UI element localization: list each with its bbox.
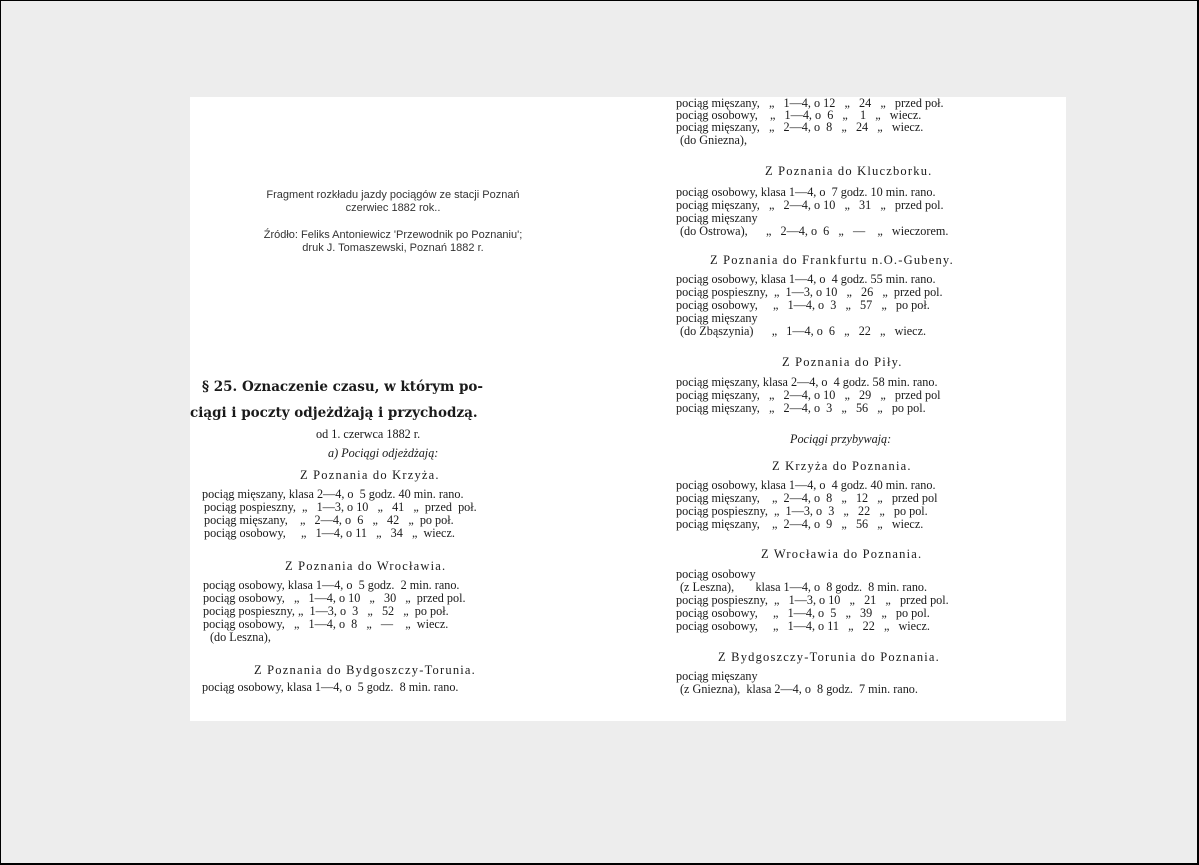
timetable-row: pociąg osobowy, klasa 1—4, o 7 godz. 10 min. rano. <box>676 185 936 199</box>
timetable-row: pociąg osobowy, „ 1—4, o 11 „ 34 „ wiecz. <box>204 526 455 540</box>
timetable-row: pociąg mięszany, „ 1—4, o 12 „ 24 „ przed poł. <box>676 96 944 110</box>
timetable-row: pociąg pospieszny, „ 1—3, o 3 „ 52 „ po poł. <box>203 604 449 618</box>
date-line: od 1. czerwca 1882 r. <box>316 427 421 441</box>
timetable-row: (do Gniezna), <box>680 133 748 147</box>
timetable-row: (z Leszna), klasa 1—4, o 8 godz. 8 min. rano. <box>680 580 928 594</box>
timetable-row: pociąg pospieszny, „ 1—3, o 10 „ 41 „ przed poł. <box>204 500 477 514</box>
timetable-row: pociąg osobowy, klasa 1—4, o 5 godz. 2 min. rano. <box>203 578 460 592</box>
timetable-row: (do Ostrowa), „ 2—4, o 6 „ — „ wieczorem. <box>680 224 949 238</box>
timetable-row: pociąg osobowy, „ 1—4, o 10 „ 30 „ przed pol. <box>203 591 466 605</box>
route-heading: Z Poznania do Krzyża. <box>300 468 440 482</box>
subheading: Pociągi przybywają: <box>790 432 892 446</box>
timetable-row: pociąg osobowy, „ 1—4, o 8 „ — „ wiecz. <box>203 617 449 631</box>
timetable-row: pociąg osobowy, klasa 1—4, o 5 godz. 8 min. rano. <box>202 680 459 694</box>
route-heading: Z Poznania do Kluczborku. <box>765 164 933 178</box>
timetable-row: pociąg mięszany, „ 2—4, o 9 „ 56 „ wiecz. <box>676 517 924 531</box>
paper-sheet <box>1 1 1197 863</box>
timetable-row: pociąg mięszany, „ 2—4, o 3 „ 56 „ po pol. <box>676 401 926 415</box>
timetable-row: (do Zbąszynia) „ 1—4, o 6 „ 22 „ wiecz. <box>680 324 927 338</box>
timetable-row: (do Leszna), <box>210 630 271 644</box>
timetable-row: pociąg osobowy, klasa 1—4, o 4 godz. 40 min. rano. <box>676 478 936 492</box>
caption <box>228 189 558 269</box>
route-heading: Z Krzyża do Poznania. <box>772 459 912 473</box>
route-heading: Z Poznania do Piły. <box>782 355 903 369</box>
route-heading: Z Poznania do Frankfurtu n.O.-Gubeny. <box>710 253 954 267</box>
timetable-row: pociąg osobowy, „ 1—4, o 3 „ 57 „ po poł. <box>676 298 930 312</box>
timetable-row: pociąg mięszany <box>676 669 758 683</box>
timetable-row: pociąg osobowy <box>676 567 756 581</box>
caption-line: druk J. Tomaszewski, Poznań 1882 r. <box>302 242 484 254</box>
timetable-row: pociąg mięszany, „ 2—4, o 10 „ 29 „ przed pol <box>676 388 941 402</box>
timetable-row: pociąg osobowy, „ 1—4, o 5 „ 39 „ po pol. <box>676 606 930 620</box>
timetable-row: pociąg osobowy, „ 1—4, o 6 „ 1 „ wiecz. <box>676 108 922 122</box>
timetable-row: pociąg mięszany, „ 2—4, o 8 „ 12 „ przed pol <box>676 491 938 505</box>
timetable-row: (z Gniezna), klasa 2—4, o 8 godz. 7 min. rano. <box>680 682 918 696</box>
timetable-row: pociąg mięszany <box>676 311 758 325</box>
timetable-row: pociąg pospieszny, „ 1—3, o 3 „ 22 „ po pol. <box>676 504 928 518</box>
scanned-page <box>190 97 1066 721</box>
timetable-row: pociąg pospieszny, „ 1—3, o 10 „ 21 „ przed pol. <box>676 593 949 607</box>
timetable-row: pociąg mięszany, „ 2—4, o 6 „ 42 „ po poł. <box>204 513 454 527</box>
route-heading: Z Poznania do Wrocławia. <box>285 559 447 573</box>
timetable-row: pociąg osobowy, „ 1—4, o 11 „ 22 „ wiecz. <box>676 619 930 633</box>
timetable-row: pociąg mięszany, klasa 2—4, o 4 godz. 58 min. rano. <box>676 375 938 389</box>
timetable-row: pociąg mięszany, „ 2—4, o 10 „ 31 „ przed pol. <box>676 198 944 212</box>
subheading: a) Pociągi odjeżdżają: <box>328 446 439 460</box>
timetable-row: pociąg mięszany <box>676 211 758 225</box>
timetable-row: pociąg osobowy, klasa 1—4, o 4 godz. 55 min. rano. <box>676 272 936 286</box>
timetable-row: pociąg mięszany, klasa 2—4, o 5 godz. 40 min. rano. <box>202 487 464 501</box>
section-title: ciągi i poczty odjeżdżają i przychodzą. <box>190 405 478 421</box>
caption-line: czerwiec 1882 rok.. <box>345 202 441 214</box>
route-heading: Z Poznania do Bydgoszczy-Torunia. <box>254 663 477 677</box>
timetable-row: pociąg mięszany, „ 2—4, o 8 „ 24 „ wiecz. <box>676 120 924 134</box>
caption-line: Źródło: Feliks Antoniewicz 'Przewodnik po Poznaniu'; <box>263 229 523 241</box>
route-heading: Z Wrocławia do Poznania. <box>761 547 923 561</box>
section-title: § 25. Oznaczenie czasu, w którym po- <box>202 379 483 395</box>
timetable-row: pociąg pospieszny, „ 1—3, o 10 „ 26 „ przed pol. <box>676 285 943 299</box>
caption-line: Fragment rozkładu jazdy pociągów ze stacji Poznań <box>266 189 520 201</box>
route-heading: Z Bydgoszczy-Torunia do Poznania. <box>718 650 941 664</box>
